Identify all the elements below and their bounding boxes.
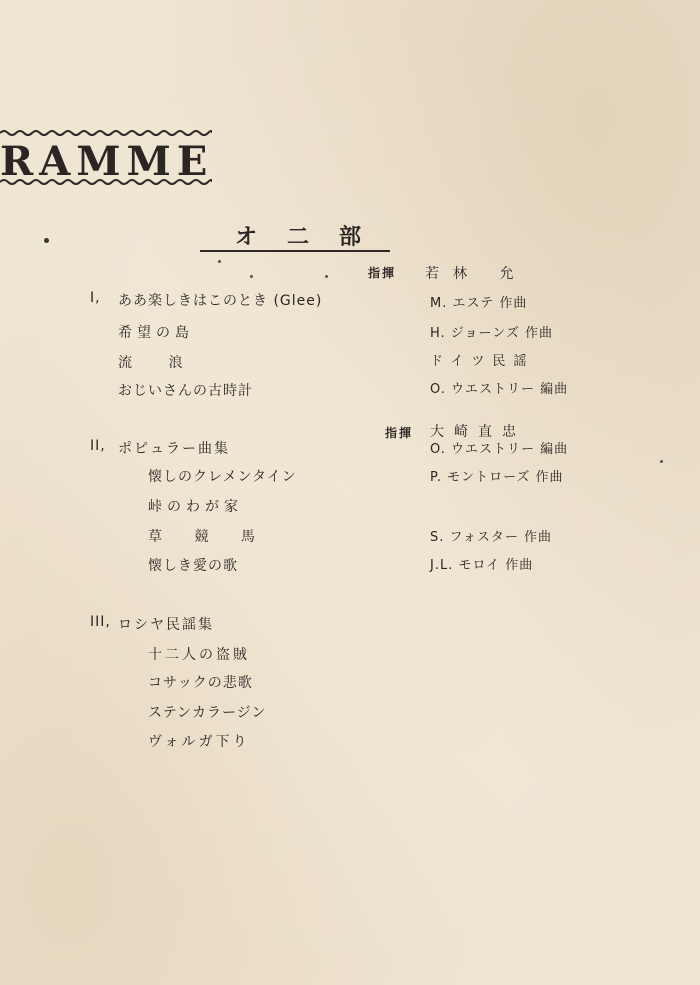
section-numeral: III, (90, 614, 111, 630)
program-item-title: 草 競 馬 (148, 529, 269, 545)
conductor-name: 若林 允 (425, 266, 528, 282)
ink-speck (250, 275, 253, 278)
program-item-credit: J.L. モロイ 作曲 (430, 558, 534, 573)
part-title-underline (200, 250, 390, 252)
conductor-role: 指揮 (368, 266, 397, 280)
program-item-title: 十二人の盗賊 (148, 647, 250, 663)
program-item-title: 懐しき愛の歌 (148, 558, 238, 574)
program-item-title: 希望の島 (118, 325, 194, 341)
program-item-title: ああ楽しきはこのとき (Glee) (118, 293, 323, 309)
header-word: RAMME (0, 138, 214, 185)
decorative-dot (44, 238, 49, 243)
part-title: オ二部 (235, 225, 392, 250)
program-item-title: コサックの悲歌 (148, 675, 253, 691)
program-item-title: ステンカラージン (148, 705, 267, 721)
header-top-ornament (0, 129, 212, 137)
conductor-name: 大崎直忠 (430, 424, 526, 440)
program-item-credit: M. エステ 作曲 (430, 296, 528, 311)
program-item-title: 懐しのクレメンタイン (148, 469, 297, 485)
section-numeral: I, (90, 290, 101, 306)
section-heading-credit: O. ウエストリー 編曲 (430, 442, 569, 457)
program-item-credit: P. モントローズ 作曲 (430, 470, 564, 485)
program-item-title: 流 浪 (118, 355, 199, 371)
section-heading: ポピュラー曲集 (118, 441, 230, 457)
header-bottom-ornament (0, 178, 212, 186)
program-item-credit: O. ウエストリー 編曲 (430, 382, 569, 397)
ink-speck (325, 275, 328, 278)
program-item-title: ヴォルガ下り (148, 734, 250, 750)
section-numeral: II, (90, 438, 106, 454)
program-item-credit: S. フォスター 作曲 (430, 530, 552, 545)
program-item-credit: H. ジョーンズ 作曲 (430, 326, 554, 341)
program-item-title: 峠のわが家 (148, 499, 243, 515)
ink-speck (218, 260, 221, 263)
program-item-credit: ドイツ民謡 (430, 354, 535, 369)
ink-speck (660, 460, 663, 463)
section-heading: ロシヤ民謡集 (118, 617, 214, 633)
program-item-title: おじいさんの古時計 (118, 383, 253, 399)
conductor-role: 指揮 (385, 426, 414, 440)
